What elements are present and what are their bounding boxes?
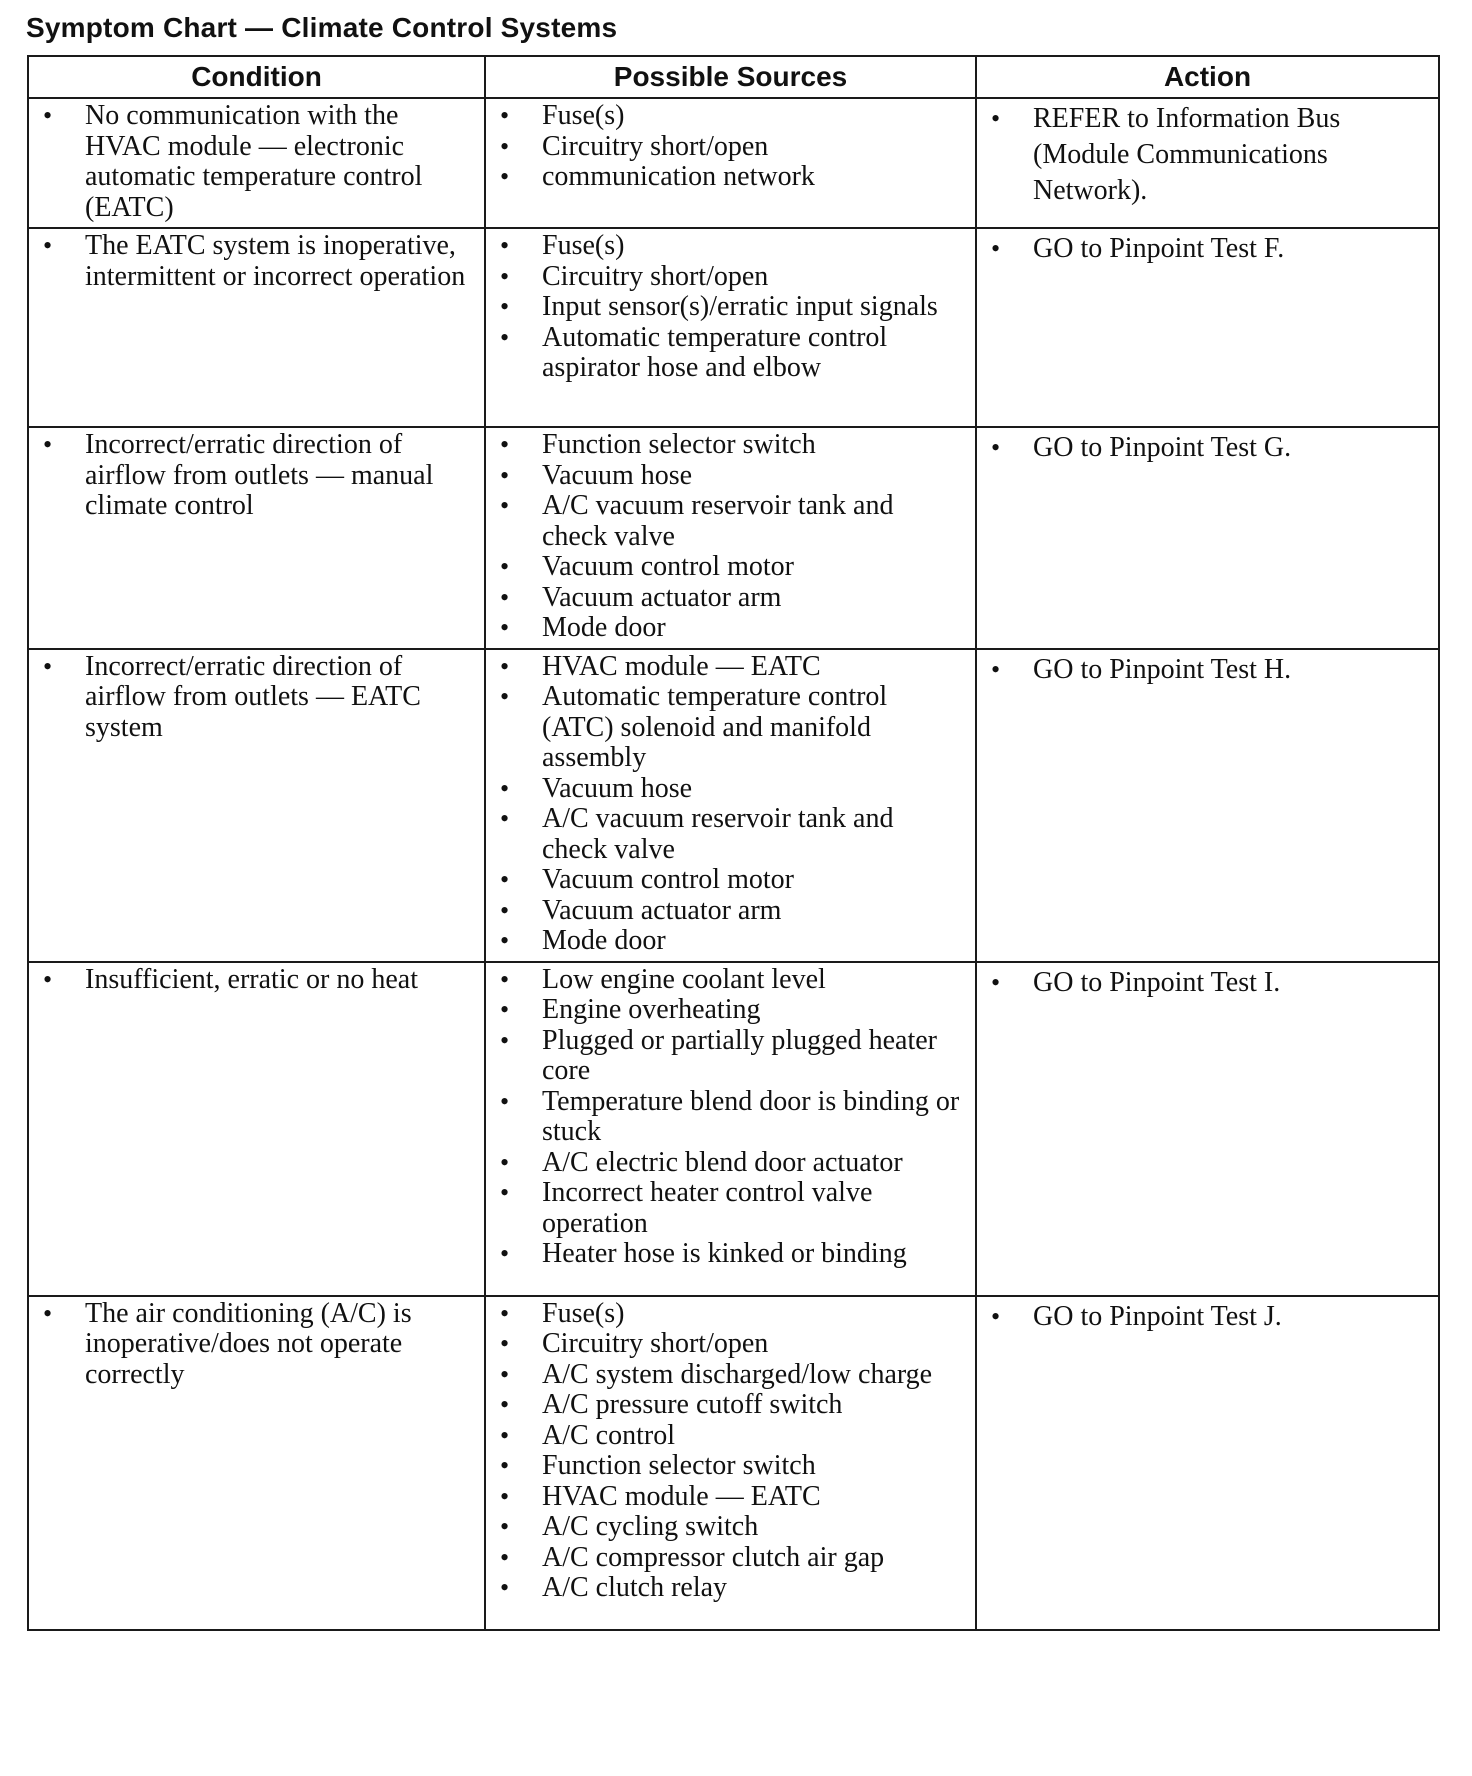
list-item-text: The EATC system is inoperative, intermittent or incorrect operation [85,230,466,292]
list-item [500,262,961,293]
list-item-text: Incorrect/erratic direction of airflow from outlets — EATC system [85,650,421,743]
bullet-icon: • [43,231,53,260]
list-item [991,231,1424,267]
bullet-icon: • [500,460,510,490]
bullet-icon: • [500,1147,510,1177]
list-item-text: GO to Pinpoint Test G. [1033,432,1292,463]
list-item-text: A/C cycling switch [542,1511,759,1542]
bullet-icon: • [500,1481,510,1511]
table-header-row [28,56,1439,98]
bullet-icon: • [991,1301,1001,1331]
bullet-icon: • [43,1298,53,1328]
list-item-text: Circuitry short/open [542,130,769,162]
list-item-text: Function selector switch [542,1450,816,1481]
condition-list [43,101,470,223]
list-item-text: Circuitry short/open [542,1328,769,1359]
list-item [500,461,961,492]
bullet-icon: • [500,430,510,459]
condition-cell [28,962,485,1296]
list-item [991,652,1424,688]
list-item [43,1299,470,1391]
bullet-icon: • [500,1239,510,1268]
condition-cell [28,649,485,962]
action-list [991,430,1424,466]
list-item-text: Input sensor(s)/erratic input signals [542,291,938,322]
list-item-text: Insufficient, erratic or no heat [85,963,419,995]
list-item [500,1512,961,1543]
list-item [500,1543,961,1574]
list-item-text: HVAC module — EATC [542,650,821,682]
action-list [991,1299,1424,1335]
bullet-icon: • [500,231,510,260]
list-item-text: A/C control [542,1419,675,1451]
list-item-text: Heater hose is kinked or binding [542,1238,907,1269]
list-item [991,430,1424,466]
list-item [500,430,961,461]
bullet-icon: • [43,651,53,681]
list-item [500,1026,961,1087]
bullet-icon: • [991,433,1001,462]
list-item [500,231,961,262]
list-item-text: Mode door [542,925,666,956]
bullet-icon: • [500,964,510,994]
bullet-icon: • [500,926,510,955]
list-item [500,162,961,193]
table-body [28,98,1439,1630]
bullet-icon: • [500,1086,510,1116]
bullet-icon: • [43,430,53,459]
list-item-text: GO to Pinpoint Test F. [1033,233,1285,264]
list-item-text: Incorrect heater control valve operation [542,1177,873,1239]
list-item [500,1178,961,1239]
list-item-text: Automatic temperature control (ATC) solenoid and manifold assembly [542,681,888,773]
list-item [991,1299,1424,1335]
bullet-icon: • [500,292,510,321]
possible-sources-cell [485,228,976,427]
bullet-icon: • [500,995,510,1024]
list-item [43,231,470,292]
list-item-text: The air conditioning (A/C) is inoperative/does not operate correctly [85,1297,412,1390]
bullet-icon: • [500,682,510,711]
list-item-text: GO to Pinpoint Test I. [1033,966,1281,998]
list-item [500,1239,961,1270]
column-header-action: Action [976,56,1439,98]
bullet-icon: • [500,1390,510,1419]
list-item-text: Fuse(s) [542,230,625,261]
list-item-text: Low engine coolant level [542,963,826,995]
bullet-icon: • [500,865,510,894]
table-row [28,962,1439,1296]
list-item [500,1421,961,1452]
bullet-icon: • [500,1420,510,1450]
list-item [500,995,961,1026]
list-item-text: Vacuum hose [542,459,693,491]
action-list [991,101,1424,209]
list-item [43,652,470,744]
action-cell [976,427,1439,649]
list-item-text: A/C vacuum reservoir tank and check valve [542,490,894,552]
list-item [500,132,961,163]
list-item-text: A/C electric blend door actuator [542,1146,903,1178]
list-item-text: Function selector switch [542,429,816,460]
condition-cell [28,427,485,649]
possible-sources-cell [485,98,976,228]
bullet-icon: • [500,1512,510,1541]
bullet-icon: • [500,773,510,803]
list-item [500,652,961,683]
list-item [500,896,961,927]
table-row [28,649,1439,962]
bullet-icon: • [500,804,510,833]
bullet-icon: • [500,651,510,681]
list-item [500,1451,961,1482]
list-item-text: No communication with the HVAC module — electronic automatic temperature control (EATC) [85,100,423,223]
column-header-condition: Condition [28,56,485,98]
list-item-text: Vacuum actuator arm [542,894,782,926]
bullet-icon: • [500,322,510,352]
action-cell [976,962,1439,1296]
list-item-text: Vacuum control motor [542,551,794,582]
list-item-text: A/C clutch relay [542,1572,728,1603]
bullet-icon: • [500,101,510,130]
bullet-icon: • [500,1329,510,1358]
bullet-icon: • [500,1178,510,1207]
condition-list [43,652,470,744]
action-list [991,652,1424,688]
possible-sources-cell [485,1296,976,1630]
list-item-text: Vacuum actuator arm [542,581,782,613]
possible-sources-list [500,101,961,193]
condition-list [43,430,470,522]
list-item [500,292,961,323]
list-item-text: Incorrect/erratic direction of airflow from outlets — manual climate control [85,429,434,521]
bullet-icon: • [500,1025,510,1055]
possible-sources-list [500,965,961,1270]
list-item-text: GO to Pinpoint Test J. [1033,1300,1282,1332]
list-item-text: HVAC module — EATC [542,1480,821,1512]
list-item-text: A/C vacuum reservoir tank and check valve [542,803,894,865]
condition-list [43,965,470,996]
bullet-icon: • [500,582,510,612]
list-item [991,965,1424,1001]
table-row [28,98,1439,228]
list-item-text: Mode door [542,612,666,643]
list-item [500,1390,961,1421]
list-item-text: Vacuum hose [542,772,693,804]
bullet-icon: • [500,162,510,191]
possible-sources-list [500,430,961,644]
bullet-icon: • [500,1359,510,1389]
list-item-text: Plugged or partially plugged heater core [542,1024,937,1086]
page-title: Symptom Chart — Climate Control Systems [26,12,618,43]
possible-sources-cell [485,649,976,962]
list-item [500,865,961,896]
list-item [991,101,1424,209]
action-cell [976,1296,1439,1630]
list-item [500,774,961,805]
bullet-icon: • [991,654,1001,684]
list-item-text: A/C compressor clutch air gap [542,1541,885,1573]
list-item [500,583,961,614]
list-item-text: A/C pressure cutoff switch [542,1389,843,1420]
bullet-icon: • [991,104,1001,133]
symptom-chart-table [27,55,1440,1631]
list-item [500,1329,961,1360]
list-item [500,1360,961,1391]
list-item [43,101,470,223]
list-item [500,965,961,996]
list-item [500,491,961,552]
list-item [500,101,961,132]
list-item-text: Fuse(s) [542,100,625,131]
list-item [500,1573,961,1604]
action-cell [976,649,1439,962]
possible-sources-list [500,652,961,957]
action-list [991,965,1424,1001]
condition-cell [28,98,485,228]
bullet-icon: • [500,1298,510,1328]
possible-sources-cell [485,427,976,649]
list-item-text: Fuse(s) [542,1297,625,1329]
list-item [500,1299,961,1330]
list-item [500,323,961,384]
list-item-text: Temperature blend door is binding or stuck [542,1085,960,1147]
condition-cell [28,1296,485,1630]
possible-sources-list [500,231,961,384]
list-item-text: communication network [542,161,815,192]
bullet-icon: • [500,1573,510,1602]
list-item [500,552,961,583]
list-item [500,1482,961,1513]
list-item-text: Automatic temperature control aspirator hose and elbow [542,321,888,383]
bullet-icon: • [500,261,510,291]
bullet-icon: • [500,131,510,161]
action-list [991,231,1424,267]
list-item [500,1148,961,1179]
table-row [28,427,1439,649]
table-row [28,228,1439,427]
table-row [28,1296,1439,1630]
bullet-icon: • [43,101,53,130]
condition-cell [28,228,485,427]
possible-sources-list [500,1299,961,1604]
list-item [43,430,470,522]
list-item [500,613,961,644]
list-item-text: Circuitry short/open [542,260,769,292]
list-item [500,926,961,957]
bullet-icon: • [991,967,1001,997]
bullet-icon: • [500,895,510,925]
bullet-icon: • [43,964,53,994]
list-item [500,1087,961,1148]
list-item [500,804,961,865]
column-header-possible-sources: Possible Sources [485,56,976,98]
list-item-text: REFER to Information Bus (Module Communications Network). [1033,103,1341,206]
bullet-icon: • [500,552,510,581]
bullet-icon: • [500,491,510,520]
bullet-icon: • [500,1542,510,1572]
list-item [43,965,470,996]
possible-sources-cell [485,962,976,1296]
condition-list [43,1299,470,1391]
condition-list [43,231,470,292]
list-item-text: Vacuum control motor [542,864,794,895]
action-cell [976,228,1439,427]
list-item-text: Engine overheating [542,994,761,1025]
list-item [500,682,961,774]
bullet-icon: • [500,1451,510,1480]
list-item-text: GO to Pinpoint Test H. [1033,653,1292,685]
bullet-icon: • [991,234,1001,263]
action-cell [976,98,1439,228]
list-item-text: A/C system discharged/low charge [542,1358,933,1390]
bullet-icon: • [500,613,510,642]
